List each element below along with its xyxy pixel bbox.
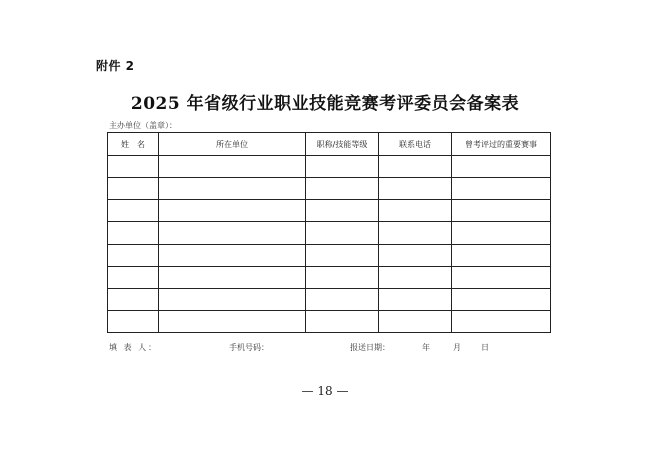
table-cell xyxy=(306,178,379,200)
table-cell xyxy=(306,156,379,178)
table-cell xyxy=(159,266,306,288)
table-cell xyxy=(159,178,306,200)
table-cell xyxy=(452,288,551,310)
table-cell xyxy=(306,222,379,244)
table-cell xyxy=(108,310,159,332)
table-cell xyxy=(159,222,306,244)
table-row xyxy=(108,178,551,200)
table-cell xyxy=(159,288,306,310)
header-title-level: 职称/技能等级 xyxy=(306,133,379,156)
table-cell xyxy=(108,156,159,178)
table-cell xyxy=(452,266,551,288)
page-number: — 18 — xyxy=(301,384,349,398)
table-cell xyxy=(108,266,159,288)
month-label: 月 xyxy=(453,343,461,352)
table-cell xyxy=(108,178,159,200)
table-row xyxy=(108,288,551,310)
table-row xyxy=(108,244,551,266)
table-cell xyxy=(306,310,379,332)
table-cell xyxy=(379,178,452,200)
filler-label: 填 表 人： xyxy=(109,343,159,352)
form-title: 2025 年省级行业职业技能竞赛考评委员会备案表 xyxy=(130,94,520,114)
table-body xyxy=(108,156,551,333)
table-row xyxy=(108,310,551,332)
table-row xyxy=(108,222,551,244)
table-cell xyxy=(159,244,306,266)
table-cell xyxy=(306,288,379,310)
attachment-label: 附件 2 xyxy=(96,59,135,73)
table-cell xyxy=(379,156,452,178)
table-cell xyxy=(452,178,551,200)
table-row xyxy=(108,200,551,222)
table-cell xyxy=(452,222,551,244)
phone-label: 手机号码： xyxy=(229,343,269,352)
table-cell xyxy=(452,156,551,178)
table-cell xyxy=(159,310,306,332)
table-cell xyxy=(452,200,551,222)
table-cell xyxy=(452,244,551,266)
header-phone: 联系电话 xyxy=(379,133,452,156)
table-row xyxy=(108,156,551,178)
header-name: 姓 名 xyxy=(108,133,159,156)
table-cell xyxy=(306,244,379,266)
table-cell xyxy=(379,200,452,222)
table-row xyxy=(108,266,551,288)
table-cell xyxy=(306,200,379,222)
table-cell xyxy=(379,310,452,332)
year-label: 年 xyxy=(422,343,430,352)
table-cell xyxy=(306,266,379,288)
table-cell xyxy=(108,288,159,310)
table-cell xyxy=(379,244,452,266)
table-cell xyxy=(108,222,159,244)
day-label: 日 xyxy=(481,343,489,352)
table-cell xyxy=(159,200,306,222)
registration-table xyxy=(107,132,551,333)
table-cell xyxy=(108,200,159,222)
submission-date-label: 报送日期： xyxy=(350,343,390,352)
organizer-label: 主办单位（盖章）： xyxy=(109,121,177,130)
table-cell xyxy=(452,310,551,332)
table-header-row xyxy=(108,133,551,156)
header-employer: 所在单位 xyxy=(159,133,306,156)
table-cell xyxy=(159,156,306,178)
table-cell xyxy=(108,244,159,266)
header-events: 曾考评过的重要赛事 xyxy=(452,133,551,156)
table-cell xyxy=(379,288,452,310)
table-cell xyxy=(379,222,452,244)
table-cell xyxy=(379,266,452,288)
